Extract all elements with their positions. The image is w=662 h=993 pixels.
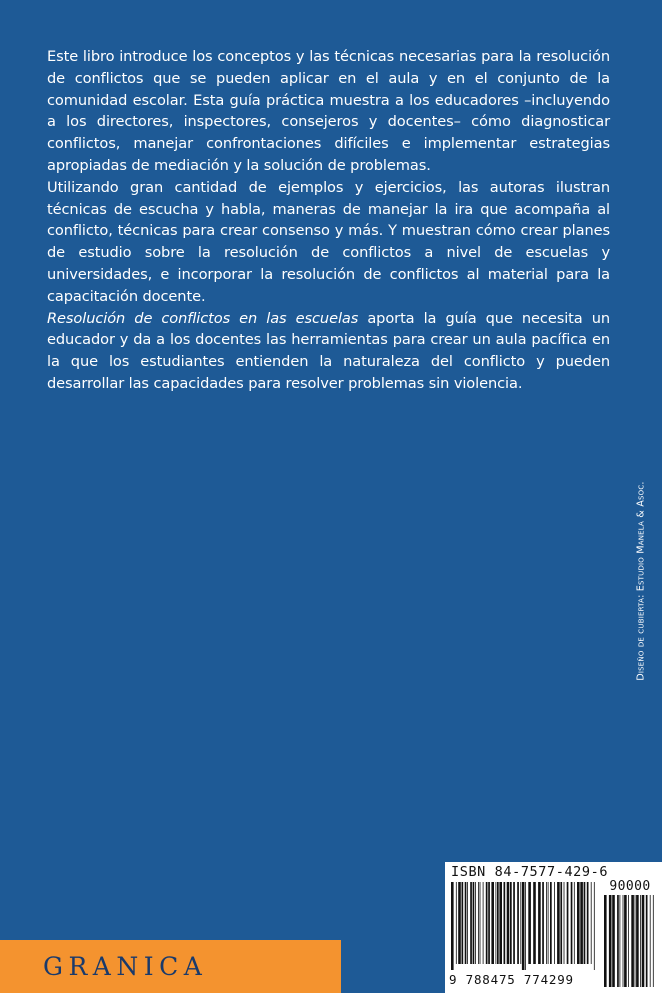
cover-design-credit-text: Diseño de cubierta: Estudio Manela & Asoc. [635,481,647,681]
cover-design-credit [631,468,651,694]
publisher-bar [0,940,341,993]
barcode-box [445,862,662,993]
blurb-text [47,46,610,395]
ean-barcode [451,882,596,970]
blurb-paragraph-2: Utilizando gran cantidad de ejemplos y ejercicios, las autoras ilustran técnicas de escucha y habla, maneras de manejar la ira que acompaña al conflicto, técnicas para crear consenso y más. Y muestran cómo crear planes de estudio sobre la resolución de conflictos a nivel de escuelas y universidades, e incorporar la resolución de conflictos al material para la capacitación docente. [47,178,610,305]
blurb-paragraph-1: Este libro introduce los conceptos y las técnicas necesarias para la resolución de conflictos que se pueden aplicar en el aula y en el conjunto de la comunidad escolar. Esta guía práctica muestra a los educadores –incluyendo a los directores, inspectores, consejeros y docentes– cómo diagnosticar conflictos, manejar confrontaciones difíciles e implementar estrategias apropiadas de mediación y la solución de problemas. [47,48,610,174]
blurb-paragraph-3-rest: aporta la guía que necesita un educador y da a los docentes las herramientas para crear un aula pacífica en la que los estudiantes entienden la naturaleza del conflicto y pueden desarrollar las capacidades para resolver problemas sin violencia. [47,309,610,392]
blurb-paragraph-3 [47,308,610,395]
ean-number: 9 788475 774299 [449,972,574,987]
isbn-label: ISBN 84-7577-429-6 [451,864,609,880]
book-title-italic: Resolución de conflictos en las escuelas [47,309,359,327]
publisher-logo: GRANICA [43,952,208,981]
price-addon-barcode [604,895,656,987]
price-addon-number: 90000 [609,879,651,894]
